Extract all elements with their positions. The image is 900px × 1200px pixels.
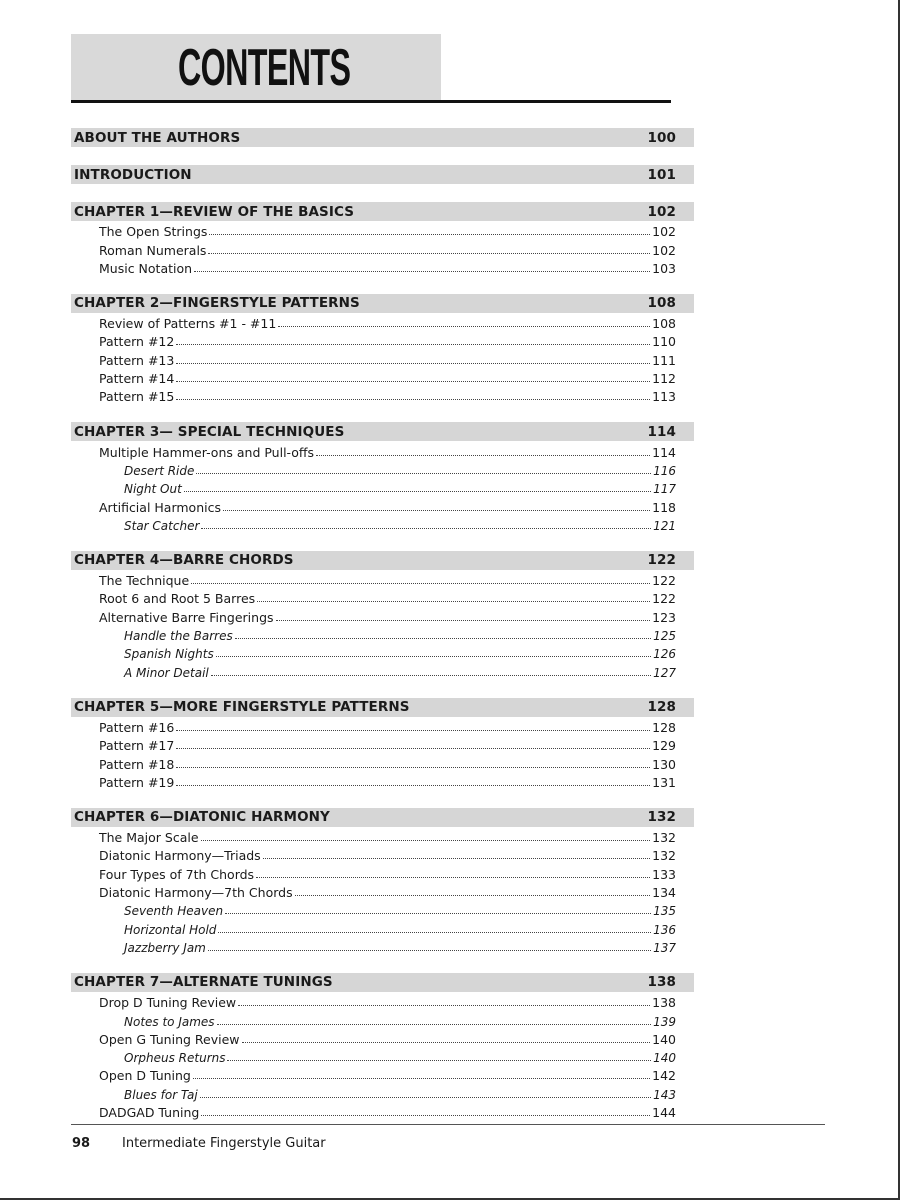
entry-page-number: 112 [652, 371, 676, 387]
entry-page-number: 142 [652, 1068, 676, 1084]
dot-leader [176, 343, 650, 345]
toc-entry[interactable] [71, 386, 694, 404]
toc-entry[interactable] [71, 239, 694, 257]
toc-section [71, 202, 694, 276]
title-rule-divider [71, 100, 671, 103]
table-of-contents [71, 128, 694, 1138]
entry-label: Jazzberry Jam [124, 940, 206, 955]
dot-leader [209, 233, 650, 235]
entry-page-number: 122 [652, 573, 676, 589]
toc-entry[interactable] [71, 349, 694, 367]
dot-leader [223, 509, 650, 511]
entry-label: Drop D Tuning Review [99, 995, 237, 1011]
dot-leader [218, 931, 651, 933]
entry-label: Pattern #14 [99, 371, 175, 387]
dot-leader [176, 766, 650, 768]
footer-book-title: Intermediate Fingerstyle Guitar [122, 1136, 326, 1151]
entry-page-number: 126 [653, 647, 676, 662]
section-page-number: 114 [647, 423, 676, 440]
entry-page-number: 132 [652, 848, 676, 864]
entry-label: Horizontal Hold [124, 922, 217, 937]
toc-subentry[interactable] [71, 515, 694, 533]
section-title: CHAPTER 2—FINGERSTYLE PATTERNS [74, 295, 360, 312]
entry-label: Handle the Barres [124, 629, 233, 644]
toc-section [71, 551, 694, 680]
dot-leader [211, 674, 651, 676]
entry-page-number: 135 [653, 904, 676, 919]
entry-label: Open D Tuning [99, 1068, 191, 1084]
section-heading[interactable] [71, 551, 694, 570]
entry-page-number: 132 [652, 830, 676, 846]
section-title: CHAPTER 6—DIATONIC HARMONY [74, 809, 330, 826]
dot-leader [256, 876, 650, 878]
entry-label: DADGAD Tuning [99, 1104, 200, 1120]
entry-page-number: 114 [652, 444, 676, 460]
entry-label: The Open Strings [99, 224, 208, 240]
entry-page-number: 102 [652, 224, 676, 240]
page-title: CONTENTS [178, 39, 351, 97]
toc-subentry[interactable] [71, 478, 694, 496]
toc-entry[interactable] [71, 735, 694, 753]
entry-label: Pattern #17 [99, 738, 175, 754]
toc-entry[interactable] [71, 441, 694, 459]
dot-leader [216, 655, 651, 657]
footer-page-number: 98 [72, 1136, 91, 1151]
entry-page-number: 134 [652, 885, 676, 901]
entry-label: Blues for Taj [124, 1087, 198, 1102]
section-heading[interactable] [71, 698, 694, 717]
dot-leader [263, 857, 650, 859]
toc-entry[interactable] [71, 1065, 694, 1083]
entry-label: Root 6 and Root 5 Barres [99, 591, 256, 607]
entry-label: The Major Scale [99, 830, 199, 846]
entry-label: Night Out [124, 482, 182, 497]
toc-section [71, 422, 694, 532]
section-heading[interactable] [71, 422, 694, 441]
toc-entry[interactable] [71, 1102, 694, 1120]
entry-label: The Technique [99, 573, 190, 589]
toc-entry[interactable] [71, 588, 694, 606]
section-title: CHAPTER 4—BARRE CHORDS [74, 552, 294, 569]
dot-leader [200, 1096, 651, 1098]
entry-page-number: 111 [652, 352, 676, 368]
toc-entry[interactable] [71, 1029, 694, 1047]
toc-subentry[interactable] [71, 625, 694, 643]
entry-label: Four Types of 7th Chords [99, 866, 255, 882]
dot-leader [176, 398, 650, 400]
entry-label: Diatonic Harmony—7th Chords [99, 885, 293, 901]
entry-page-number: 139 [653, 1014, 676, 1029]
entry-page-number: 136 [653, 922, 676, 937]
section-heading[interactable] [71, 128, 694, 147]
section-heading[interactable] [71, 808, 694, 827]
dot-leader [227, 1059, 651, 1061]
section-title: INTRODUCTION [74, 166, 192, 183]
entry-label: Notes to James [124, 1014, 215, 1029]
dot-leader [295, 894, 651, 896]
dot-leader [201, 527, 651, 529]
entry-label: Pattern #18 [99, 756, 175, 772]
entry-label: A Minor Detail [124, 665, 209, 680]
toc-entry[interactable] [71, 221, 694, 239]
toc-section [71, 808, 694, 955]
section-page-number: 132 [647, 809, 676, 826]
toc-subentry[interactable] [71, 643, 694, 661]
toc-entry[interactable] [71, 368, 694, 386]
entry-page-number: 121 [653, 518, 676, 533]
toc-entry[interactable] [71, 258, 694, 276]
entry-page-number: 113 [652, 389, 676, 405]
section-heading[interactable] [71, 294, 694, 313]
entry-page-number: 118 [652, 499, 676, 515]
toc-entry[interactable] [71, 827, 694, 845]
entry-page-number: 122 [652, 591, 676, 607]
toc-entry[interactable] [71, 331, 694, 349]
dot-leader [278, 325, 650, 327]
entry-label: Star Catcher [124, 518, 200, 533]
toc-section [71, 973, 694, 1120]
dot-leader [184, 490, 651, 492]
toc-subentry[interactable] [71, 937, 694, 955]
dot-leader [217, 1023, 652, 1025]
dot-leader [201, 1114, 650, 1116]
section-heading[interactable] [71, 973, 694, 992]
toc-subentry[interactable] [71, 1010, 694, 1028]
toc-entry[interactable] [71, 772, 694, 790]
dot-leader [196, 472, 651, 474]
entry-page-number: 102 [652, 242, 676, 258]
dot-leader [193, 1077, 650, 1079]
entry-page-number: 137 [653, 940, 676, 955]
entry-page-number: 144 [652, 1104, 676, 1120]
dot-leader [225, 912, 651, 914]
section-title: CHAPTER 7—ALTERNATE TUNINGS [74, 974, 333, 991]
section-heading[interactable] [71, 202, 694, 221]
entry-label: Orpheus Returns [124, 1051, 226, 1066]
entry-label: Music Notation [99, 260, 193, 276]
toc-section [71, 165, 694, 184]
section-page-number: 100 [647, 129, 676, 146]
entry-label: Pattern #19 [99, 774, 175, 790]
entry-page-number: 110 [652, 334, 676, 350]
dot-leader [242, 1041, 651, 1043]
entry-page-number: 138 [652, 995, 676, 1011]
dot-leader [176, 747, 650, 749]
toc-subentry[interactable] [71, 900, 694, 918]
section-page-number: 128 [647, 699, 676, 716]
toc-subentry[interactable] [71, 918, 694, 936]
section-page-number: 138 [647, 974, 676, 991]
toc-entry[interactable] [71, 753, 694, 771]
section-title: CHAPTER 5—MORE FINGERSTYLE PATTERNS [74, 699, 410, 716]
toc-entry[interactable] [71, 606, 694, 624]
toc-subentry[interactable] [71, 661, 694, 679]
entry-page-number: 133 [652, 866, 676, 882]
entry-label: Pattern #15 [99, 389, 175, 405]
entry-page-number: 128 [652, 719, 676, 735]
toc-entry[interactable] [71, 496, 694, 514]
section-page-number: 108 [647, 295, 676, 312]
toc-subentry[interactable] [71, 1047, 694, 1065]
dot-leader [201, 839, 651, 841]
entry-label: Pattern #16 [99, 719, 175, 735]
entry-label: Spanish Nights [124, 647, 214, 662]
entry-label: Review of Patterns #1 - #11 [99, 316, 277, 332]
entry-label: Seventh Heaven [124, 904, 224, 919]
toc-subentry[interactable] [71, 1083, 694, 1101]
entry-label: Open G Tuning Review [99, 1031, 240, 1047]
entry-page-number: 116 [653, 463, 676, 478]
entry-page-number: 123 [652, 609, 676, 625]
footer-divider [71, 1124, 825, 1125]
entry-label: Multiple Hammer-ons and Pull-offs [99, 444, 315, 460]
entry-label: Alternative Barre Fingerings [99, 609, 274, 625]
section-title: ABOUT THE AUTHORS [74, 129, 241, 146]
dot-leader [235, 637, 651, 639]
section-title: CHAPTER 3— SPECIAL TECHNIQUES [74, 423, 345, 440]
section-title: CHAPTER 1—REVIEW OF THE BASICS [74, 203, 355, 220]
dot-leader [257, 600, 650, 602]
dot-leader [176, 380, 650, 382]
entry-page-number: 129 [652, 738, 676, 754]
entry-page-number: 127 [653, 665, 676, 680]
entry-page-number: 125 [653, 629, 676, 644]
toc-section [71, 698, 694, 790]
entry-page-number: 103 [652, 260, 676, 276]
entry-page-number: 130 [652, 756, 676, 772]
toc-entry[interactable] [71, 717, 694, 735]
entry-page-number: 117 [653, 482, 676, 497]
dot-leader [276, 619, 651, 621]
toc-section [71, 294, 694, 404]
dot-leader [191, 582, 650, 584]
dot-leader [194, 270, 650, 272]
toc-section [71, 128, 694, 147]
entry-page-number: 143 [653, 1087, 676, 1102]
entry-label: Pattern #13 [99, 352, 175, 368]
toc-subentry[interactable] [71, 460, 694, 478]
toc-entry[interactable] [71, 570, 694, 588]
entry-page-number: 140 [652, 1031, 676, 1047]
entry-label: Desert Ride [124, 463, 195, 478]
section-page-number: 122 [647, 552, 676, 569]
dot-leader [176, 784, 650, 786]
section-page-number: 101 [647, 166, 676, 183]
section-heading[interactable] [71, 165, 694, 184]
entry-page-number: 108 [652, 316, 676, 332]
dot-leader [208, 949, 651, 951]
toc-entry[interactable] [71, 992, 694, 1010]
dot-leader [176, 729, 650, 731]
dot-leader [238, 1004, 650, 1006]
toc-entry[interactable] [71, 313, 694, 331]
entry-label: Artificial Harmonics [99, 499, 221, 515]
dot-leader [316, 454, 650, 456]
dot-leader [208, 252, 650, 254]
entry-page-number: 131 [652, 774, 676, 790]
entry-page-number: 140 [653, 1051, 676, 1066]
dot-leader [176, 362, 650, 364]
entry-label: Roman Numerals [99, 242, 207, 258]
toc-entry[interactable] [71, 863, 694, 881]
entry-label: Pattern #12 [99, 334, 175, 350]
toc-entry[interactable] [71, 845, 694, 863]
entry-label: Diatonic Harmony—Triads [99, 848, 261, 864]
section-page-number: 102 [647, 203, 676, 220]
toc-entry[interactable] [71, 882, 694, 900]
